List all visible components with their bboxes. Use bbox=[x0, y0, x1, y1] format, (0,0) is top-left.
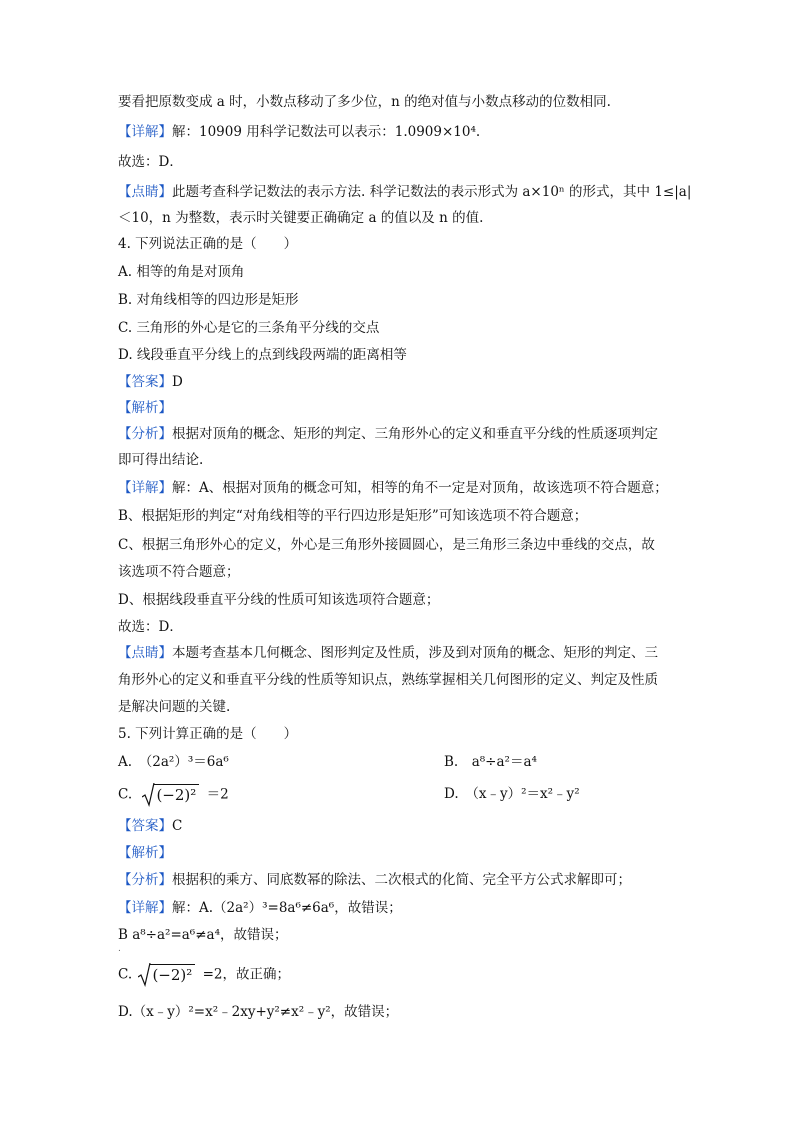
detail-4-b: B、根据矩形的判定“对角线相等的平行四边形是矩形”可知该选项不符合题意； bbox=[118, 508, 588, 524]
analysis-sub-tag: 【分析】 bbox=[118, 426, 172, 442]
detail-tag: 【详解】 bbox=[118, 900, 172, 916]
q5-options-row-2 bbox=[118, 784, 678, 810]
comment-tag: 【点睛】 bbox=[118, 184, 172, 200]
stray-mark: . bbox=[118, 944, 121, 954]
detail-5-b: B a⁸÷a²=a⁶≠a⁴，故错误； bbox=[118, 927, 288, 943]
comment-text: 此题考查科学记数法的表示方法. 科学记数法的表示形式为 a×10ⁿ 的形式，其中 1≤|a| bbox=[172, 184, 692, 200]
detail-line bbox=[118, 122, 678, 142]
choose-line-4: 故选：D． bbox=[118, 619, 183, 635]
detail-5-c-label: C. bbox=[118, 966, 133, 983]
answer-tag: 【答案】 bbox=[118, 818, 172, 834]
q4-option-b: B. 对角线相等的四边形是矩形 bbox=[118, 292, 299, 308]
comment-tag: 【点睛】 bbox=[118, 645, 172, 661]
analysis-4-line-2: 即可得出结论. bbox=[118, 452, 204, 468]
analysis-5 bbox=[118, 870, 678, 890]
detail-4 bbox=[118, 478, 678, 498]
comment-line bbox=[118, 182, 692, 202]
comment-4-line-3: 是解决问题的关键. bbox=[118, 699, 231, 715]
comment-text: 本题考查基本几何概念、图形判定及性质，涉及到对顶角的概念、矩形的判定、三 bbox=[172, 645, 658, 661]
comment-line-2: ＜10，n 为整数，表示时关键要正确确定 a 的值以及 n 的值. bbox=[118, 210, 484, 226]
q5-option-d: D. （x﹣y）²＝x²﹣y² bbox=[444, 786, 580, 802]
q5-option-a: A. （2a²）³＝6a⁶ bbox=[118, 754, 229, 770]
analysis-text: 根据积的乘方、同底数幂的除法、二次根式的化简、完全平方公式求解即可； bbox=[172, 872, 631, 888]
q4-option-d: D. 线段垂直平分线上的点到线段两端的距离相等 bbox=[118, 347, 407, 363]
detail-4-c-2: 该选项不符合题意； bbox=[118, 564, 240, 580]
analysis-4 bbox=[118, 424, 678, 444]
detail-5-c bbox=[118, 964, 678, 990]
detail-text: 解：A.（2a²）³=8a⁶≠6a⁶，故错误； bbox=[172, 900, 402, 916]
answer-value: C bbox=[172, 818, 183, 834]
comment-4 bbox=[118, 643, 678, 663]
detail-5-d: D.（x﹣y）²=x²﹣2xy+y²≠x²﹣y²，故错误； bbox=[118, 1004, 399, 1020]
q5-option-c-label: C. bbox=[118, 786, 133, 803]
detail-text: 解：A、根据对顶角的概念可知，相等的角不一定是对顶角，故该选项不符合题意； bbox=[172, 480, 668, 496]
detail-4-d: D、根据线段垂直平分线的性质可知该选项符合题意； bbox=[118, 592, 440, 608]
sqrt-expression bbox=[138, 964, 195, 986]
answer-5 bbox=[118, 816, 678, 836]
detail-tag: 【详解】 bbox=[118, 124, 172, 140]
sqrt-expression bbox=[142, 784, 199, 806]
text-line: 要看把原数变成 a 时，小数点移动了多少位，n 的绝对值与小数点移动的位数相同. bbox=[118, 94, 611, 110]
comment-4-line-2: 角形外心的定义和垂直平分线的性质等知识点，熟练掌握相关几何图形的定义、判定及性质 bbox=[118, 672, 658, 688]
q4-option-c: C. 三角形的外心是它的三条角平分线的交点 bbox=[118, 320, 380, 336]
q4-option-a: A. 相等的角是对顶角 bbox=[118, 264, 245, 280]
radical-sign-icon bbox=[138, 963, 151, 987]
answer-tag: 【答案】 bbox=[118, 374, 172, 390]
radicand: (−2)² bbox=[154, 784, 199, 805]
radicand: (−2)² bbox=[150, 964, 195, 985]
analysis-tag: 【解析】 bbox=[118, 400, 172, 416]
choose-line: 故选：D． bbox=[118, 154, 183, 170]
analysis-text: 根据对顶角的概念、矩形的判定、三角形外心的定义和垂直平分线的性质逐项判定 bbox=[172, 426, 658, 442]
q5-options-row-1 bbox=[118, 752, 678, 772]
question-5: 5. 下列计算正确的是（ ） bbox=[118, 726, 298, 742]
detail-tag: 【详解】 bbox=[118, 480, 172, 496]
question-4: 4. 下列说法正确的是（ ） bbox=[118, 236, 298, 252]
detail-5 bbox=[118, 898, 678, 918]
detail-text: 解：10909 用科学记数法可以表示：1.0909×10⁴. bbox=[172, 124, 481, 140]
answer-value: D bbox=[172, 374, 183, 390]
q5-option-c-rest: ＝2 bbox=[206, 786, 229, 803]
radical-sign-icon bbox=[142, 783, 155, 807]
answer-4 bbox=[118, 372, 678, 392]
detail-5-c-rest: =2，故正确； bbox=[202, 966, 290, 983]
analysis-tag: 【解析】 bbox=[118, 845, 172, 861]
detail-4-c: C、根据三角形外心的定义，外心是三角形外接圆圆心，是三角形三条边中垂线的交点，故 bbox=[118, 537, 655, 553]
analysis-sub-tag: 【分析】 bbox=[118, 872, 172, 888]
q5-option-b: B. a⁸÷a²＝a⁴ bbox=[444, 754, 537, 770]
